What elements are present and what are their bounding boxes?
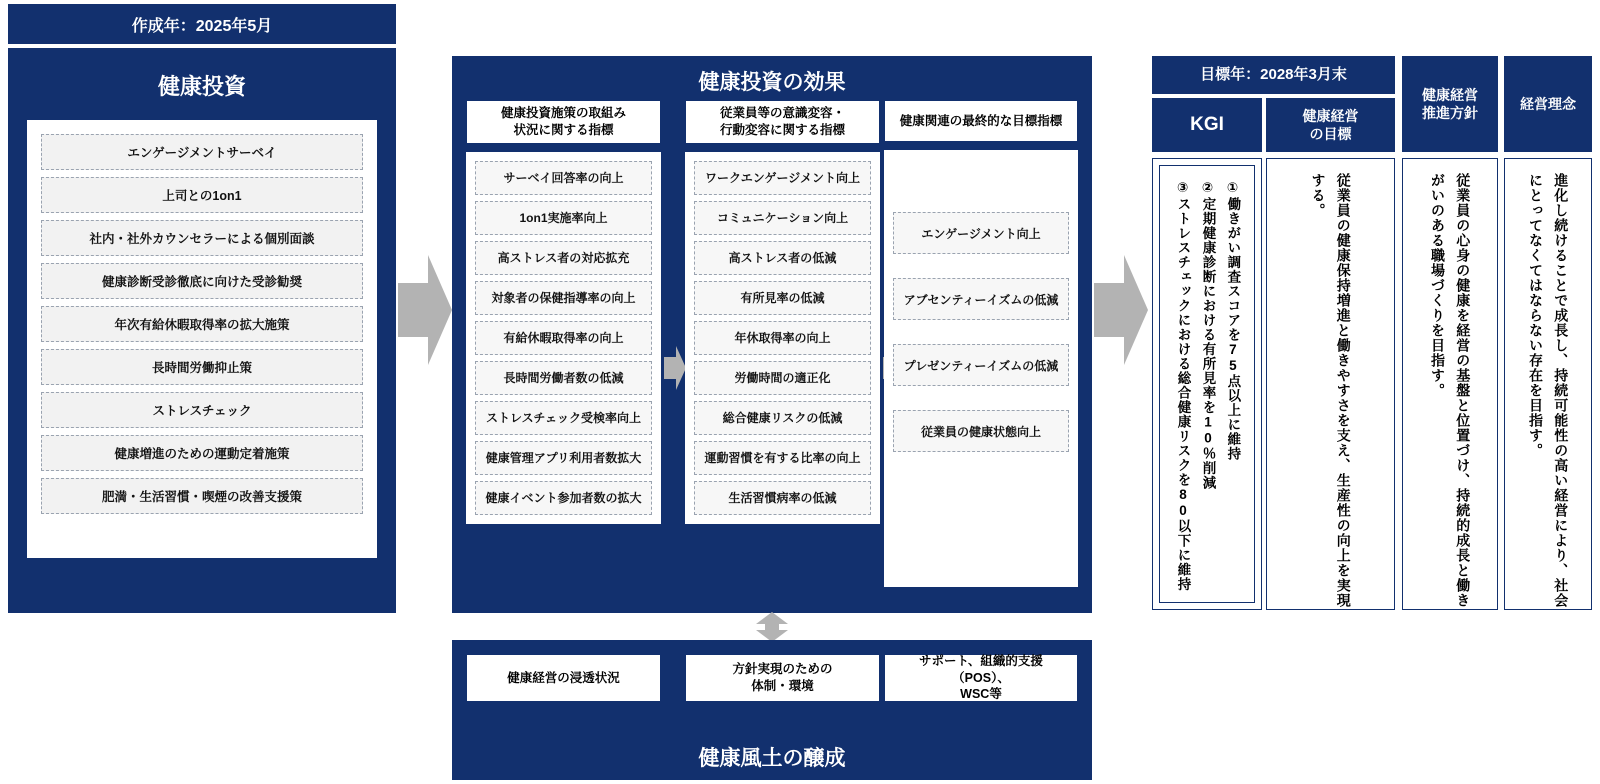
column-header-line2: 状況に関する指標 [513, 122, 614, 137]
management-philosophy-text-wrap [1505, 159, 1591, 609]
list-item: 肥満・生活習慣・喫煙の改善支援策 [41, 478, 363, 514]
health-goal-text-wrap [1267, 159, 1394, 609]
list-item: コミュニケーション向上 [694, 201, 871, 235]
list-item: 従業員の健康状態向上 [893, 410, 1069, 452]
list-item: 高ストレス者の低減 [694, 241, 871, 275]
health-goal-body [1266, 158, 1395, 610]
effect-column-initiatives [466, 100, 661, 524]
culture-item-line1: 健康経営の浸透状況 [507, 670, 620, 685]
health-goal-text: 従業員の健康保持増進と働きやすさを支え、生産性の向上を実現する。 [1310, 173, 1352, 608]
list-item: 1on1実施率向上 [475, 201, 652, 235]
health-investment-list [26, 119, 378, 559]
culture-item-line2: WSC等 [960, 687, 1002, 702]
list-item: 健康診断受診徹底に向けた受診勧奨 [41, 263, 363, 299]
list-item: プレゼンティーイズムの低減 [893, 344, 1069, 386]
list-item: 社内・社外カウンセラーによる個別面談 [41, 220, 363, 256]
kgi-item: ②定期健康診断における有所見率を10％削減 [1200, 180, 1216, 490]
list-item: 健康管理アプリ利用者数拡大 [475, 441, 652, 475]
culture-panel-title: 健康風土の醸成 [698, 747, 846, 770]
created-year-label: 作成年：2025年5月 [131, 17, 273, 35]
effect-panel-title: 健康投資の効果 [698, 71, 846, 94]
arrow-right-icon [1094, 255, 1148, 365]
health-goal-header [1266, 98, 1395, 152]
column-body [884, 150, 1078, 587]
list-item: 有所見率の低減 [694, 281, 871, 315]
culture-item-line1: サポート、組織的支援（POS）、 [919, 653, 1043, 685]
list-item: アブセンティーイズムの低減 [893, 278, 1069, 320]
target-year-label: 目標年：2028年3月末 [1200, 66, 1347, 84]
health-investment-panel [8, 48, 396, 613]
health-policy-text: 従業員の心身の健康を経営の基盤と位置づけ、持続的成長と働きがいのある職場づくりを目指す。 [1430, 173, 1472, 608]
health-culture-panel [452, 640, 1092, 780]
culture-item [884, 654, 1078, 702]
list-item: 有給休暇取得率の向上 [475, 321, 652, 355]
list-item: エンゲージメントサーベイ [41, 134, 363, 170]
health-investment-title: 健康投資 [157, 74, 246, 99]
health-policy-body [1402, 158, 1498, 610]
health-policy-header [1402, 56, 1498, 152]
health-investment-effect-panel [452, 56, 1092, 613]
column-header [466, 100, 661, 144]
management-philosophy-header-line1: 経営理念 [1520, 95, 1576, 112]
culture-item-line2: 体制・環境 [751, 679, 814, 693]
list-item: 対象者の保健指導率の向上 [475, 281, 652, 315]
list-item: 健康増進のための運動定着施策 [41, 435, 363, 471]
list-item: ストレスチェック受検率向上 [475, 401, 652, 435]
management-philosophy-text: 進化し続けることで成長し、持続可能性の高い経営により、社会にとってなくてはならない存在を目指す。 [1528, 173, 1570, 608]
list-item: 生活習慣病率の低減 [694, 481, 871, 515]
list-item: 年次有給休暇取得率の拡大施策 [41, 306, 363, 342]
column-header [884, 100, 1078, 142]
management-philosophy-body [1504, 158, 1592, 610]
health-policy-text-wrap [1403, 159, 1497, 609]
list-item: 労働時間の適正化 [694, 361, 871, 395]
arrow-right-icon [398, 255, 452, 365]
list-item: 総合健康リスクの低減 [694, 401, 871, 435]
kgi-label: KGI [1190, 113, 1224, 135]
kgi-header [1152, 98, 1262, 152]
effect-column-behavior [685, 100, 880, 524]
list-item: 運動習慣を有する比率の向上 [694, 441, 871, 475]
culture-item [466, 654, 661, 702]
list-item: 高ストレス者の対応拡充 [475, 241, 652, 275]
column-header-line1: 健康投資施策の取組み [500, 106, 626, 120]
list-item: 長時間労働者数の低減 [475, 361, 652, 395]
column-header-line2: 行動変容に関する指標 [719, 122, 845, 137]
list-item: ストレスチェック [41, 392, 363, 428]
kgi-item: ①働きがい調査スコアを75点以上に維持 [1225, 180, 1241, 461]
health-goal-header-line2: の目標 [1309, 126, 1352, 142]
arrow-right-icon [664, 346, 686, 390]
kgi-list [1159, 165, 1255, 603]
list-item: サーベイ回答率の向上 [475, 161, 652, 195]
list-item: 健康イベント参加者数の拡大 [475, 481, 652, 515]
column-header-line1: 健康関連の最終的な目標指標 [899, 113, 1063, 128]
kgi-item: ③ストレスチェックにおける総合健康リスクを80以下に維持 [1175, 180, 1191, 592]
list-item: エンゲージメント向上 [893, 212, 1069, 254]
arrow-up-down-icon [744, 612, 800, 642]
health-policy-header-line1: 健康経営 [1422, 86, 1478, 103]
created-year-banner [8, 4, 396, 44]
kgi-body [1152, 158, 1262, 610]
list-item: 長時間労働抑止策 [41, 349, 363, 385]
column-body [685, 152, 880, 524]
column-body [466, 152, 661, 524]
column-header [685, 100, 880, 144]
target-year-banner [1152, 56, 1395, 94]
management-philosophy-header [1504, 56, 1592, 152]
list-item: ワークエンゲージメント向上 [694, 161, 871, 195]
culture-item [685, 654, 880, 702]
effect-column-final-targets [884, 100, 1078, 587]
health-goal-header-line1: 健康経営 [1302, 107, 1359, 124]
health-policy-header-line2: 推進方針 [1422, 105, 1478, 121]
column-header-line1: 従業員等の意識変容・ [719, 106, 845, 120]
list-item: 年休取得率の向上 [694, 321, 871, 355]
list-item: 上司との1on1 [41, 177, 363, 213]
culture-item-line1: 方針実現のための [732, 662, 833, 677]
